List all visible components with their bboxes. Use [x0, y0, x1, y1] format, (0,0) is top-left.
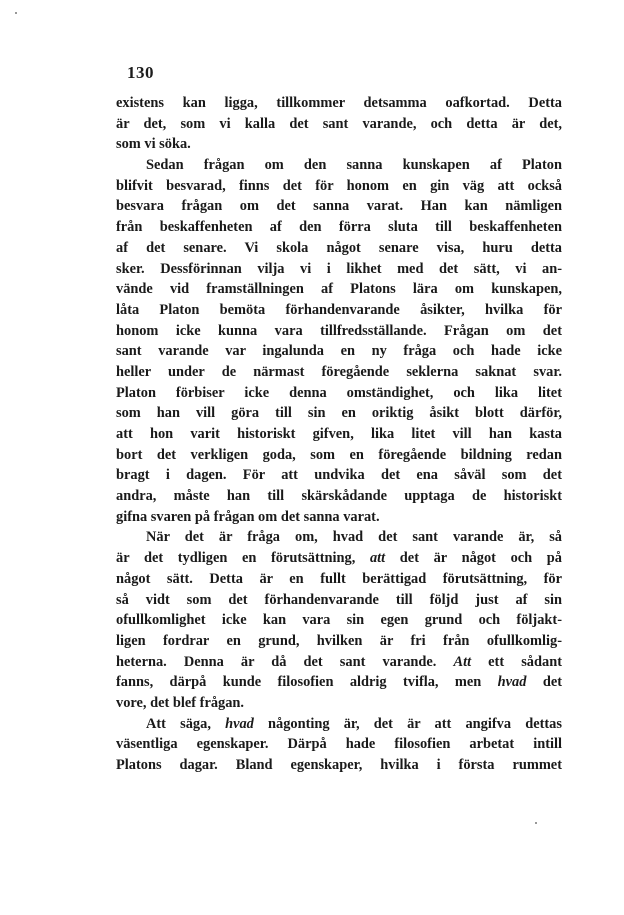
- text-line-content: [116, 654, 562, 670]
- text-line-content: som han vill göra till sin en oriktig åsikt blott därför,: [116, 405, 562, 422]
- text-line: [116, 631, 562, 652]
- text-line: [116, 507, 562, 528]
- text-line: [116, 527, 562, 548]
- text-line: [116, 424, 562, 445]
- text-line: [116, 217, 562, 238]
- text-line-content: bragt i dagen. För att undvika det ena såväl som det: [116, 467, 562, 484]
- text-line: [116, 238, 562, 259]
- text-line-content: [116, 674, 562, 690]
- text-line-content: gifna svaren på frågan om det sanna varat.: [116, 508, 380, 525]
- text-line-content: af det senare. Vi skola något senare visa, huru detta: [116, 239, 562, 256]
- text-line: [116, 465, 562, 486]
- text-line-content: När det är fråga om, hvad det sant varande är, så: [146, 529, 562, 546]
- text-run: fanns, därpå kunde filosofien aldrig tvifla, men: [116, 674, 498, 691]
- text-line-content: bort det verkligen goda, som en föregående bildning redan: [116, 446, 562, 463]
- text-line: [116, 362, 562, 383]
- text-line-content: något sätt. Detta är en fullt berättigad förutsättning, för: [116, 570, 562, 587]
- text-line-content: väsentliga egenskaper. Därpå hade filosofien arbetat intill: [116, 736, 562, 753]
- text-line-content: är det, som vi kalla det sant varande, och detta är det,: [116, 115, 562, 132]
- text-line: [116, 403, 562, 424]
- scan-speck: [15, 12, 17, 14]
- text-line-content: existens kan ligga, tillkommer detsamma oafkortad. Detta: [116, 95, 562, 111]
- text-line-content: besvara frågan om det sanna varat. Han kan nämligen: [116, 198, 562, 215]
- text-line: [116, 300, 562, 321]
- text-line-content: låta Platon bemöta förhandenvarande åsikter, hvilka för: [116, 301, 562, 318]
- emphasized-word: hvad: [225, 715, 254, 732]
- text-run: det är något och på: [385, 550, 562, 567]
- text-line-content: honom icke kunna vara tillfredsställande. Frågan om det: [116, 322, 562, 339]
- text-line-content: från beskaffenheten af den förra sluta till beskaffenheten: [116, 219, 562, 236]
- text-line: [116, 569, 562, 590]
- emphasized-word: Att: [453, 653, 472, 670]
- text-run: det: [526, 674, 563, 691]
- text-line: [116, 734, 562, 755]
- text-line-content: ligen fordrar en grund, hvilken är fri från ofullkomlig-: [116, 632, 562, 649]
- text-line-content: så vidt som det förhandenvarande till följd just af sin: [116, 591, 562, 608]
- text-line: [116, 279, 562, 300]
- text-line: [116, 693, 562, 714]
- text-line-content: sant varande var ingalunda en ny fråga och hade icke: [116, 343, 562, 360]
- body-text: [116, 93, 562, 776]
- text-line-content: Platon förbiser icke denna omständighet, och lika litet: [116, 384, 562, 401]
- text-run: är det tydligen en förutsättning,: [116, 550, 370, 567]
- text-line: [116, 652, 562, 673]
- scan-speck: [535, 822, 537, 824]
- text-run: Att säga,: [146, 715, 226, 732]
- text-line-content: som vi söka.: [116, 136, 191, 153]
- text-line: [116, 196, 562, 217]
- text-line-content: vore, det blef frågan.: [116, 694, 245, 711]
- page-number: 130: [127, 63, 154, 82]
- text-line-content: ofullkomlighet icke kan vara sin egen grund och följakt-: [116, 612, 562, 629]
- text-line: [116, 548, 562, 569]
- emphasized-word: hvad: [497, 674, 527, 691]
- text-line: [116, 321, 562, 342]
- text-line: [116, 114, 562, 135]
- text-line-content: sker. Dessförinnan vilja vi i likhet med det sätt, vi an-: [116, 260, 562, 277]
- text-line-content: heller under de närmast föregående seklerna saknat svar.: [116, 363, 562, 380]
- text-line: [116, 383, 562, 404]
- text-line: [116, 134, 562, 155]
- text-line: [116, 341, 562, 362]
- text-line-content: andra, måste han till skärskådande upptaga de historiskt: [116, 488, 562, 505]
- text-line-content: [116, 550, 562, 566]
- text-line-content: [146, 716, 562, 732]
- text-line-content: att hon varit historiskt gifven, lika litet vill han kasta: [116, 426, 562, 442]
- text-line: [116, 445, 562, 466]
- text-line: [116, 610, 562, 631]
- text-line: [116, 155, 562, 176]
- text-run: heterna. Denna är då det sant varande.: [116, 653, 454, 670]
- text-line-content: blifvit besvarad, finns det för honom en gin väg att också: [116, 177, 562, 194]
- text-line: [116, 755, 562, 776]
- text-run: någonting är, det är att angifva dettas: [253, 715, 562, 732]
- text-run: ett sådant: [471, 653, 562, 670]
- text-line-content: vände vid framställningen af Platons lära om kunskapen,: [116, 281, 562, 298]
- text-line: [116, 672, 562, 693]
- text-line: [116, 93, 562, 114]
- text-line-content: Platons dagar. Bland egenskaper, hvilka i första rummet: [116, 757, 562, 773]
- text-line: [116, 486, 562, 507]
- emphasized-word: att: [369, 550, 386, 567]
- text-line: [116, 590, 562, 611]
- text-line: [116, 714, 562, 735]
- text-line: [116, 259, 562, 280]
- text-line: [116, 176, 562, 197]
- text-line-content: Sedan frågan om den sanna kunskapen af Platon: [146, 157, 562, 174]
